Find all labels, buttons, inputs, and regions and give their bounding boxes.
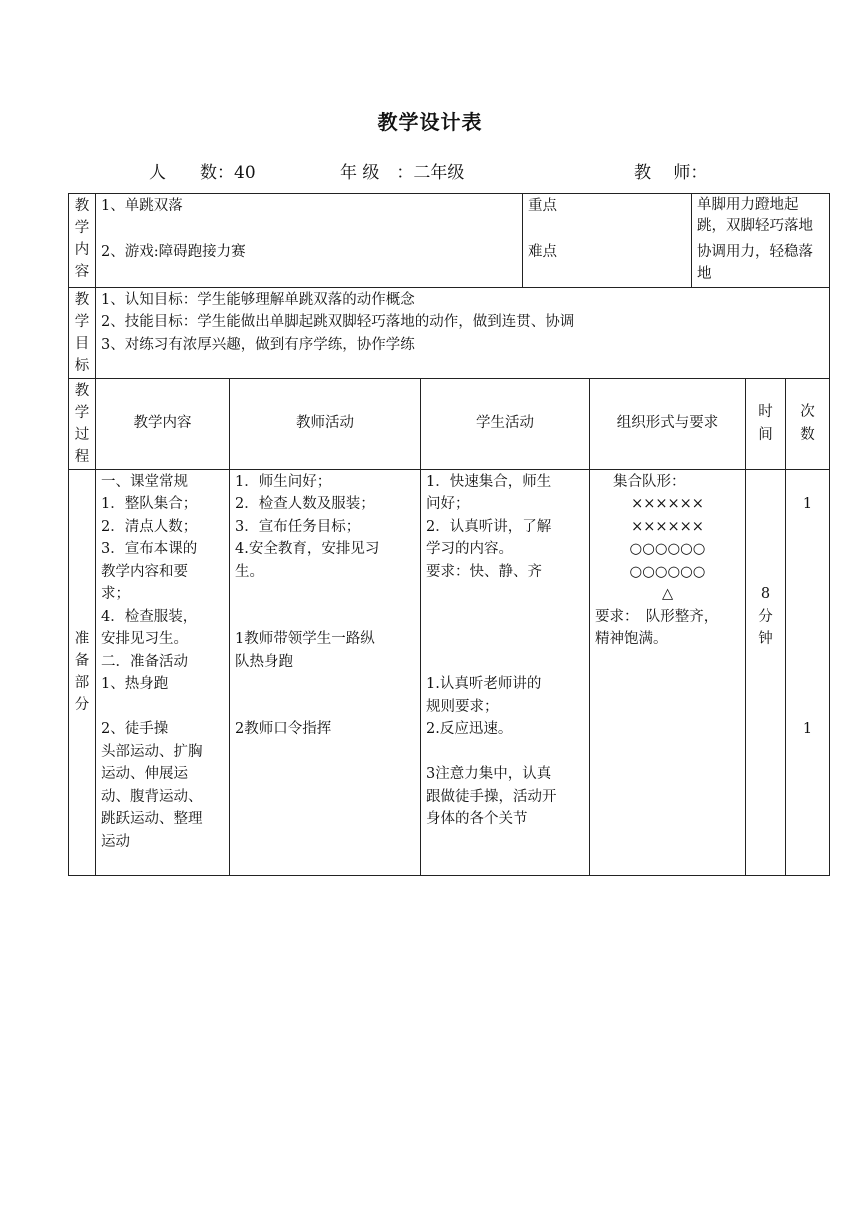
goals-section-label: 教 学 目 标 [69,287,96,378]
teacher-position-icon: △ [661,586,674,602]
header-time: 时 间 [746,378,786,469]
student-count: 人 数：40 [149,163,256,183]
content-item-2: 2、游戏:障碍跑接力赛 [96,240,523,288]
prep-content: 一、课堂常规 1．整队集合； 2．清点人数； 3．宣布本课的 教学内容和要 求； 4．检查服装， 安排见习生。 二．准备活动 1、热身跑 2、徒手操 头部运动、扩胸 运动、伸展运 动、腹背运动、 跳跃运动、整理 运动 [96,469,230,875]
prep-student-activity: 1．快速集合，师生 问好； 2．认真听讲，了解 学习的内容。 要求：快、静、齐 1.认真听老师讲的 规则要求； 2.反应迅速。 3注意力集中，认真 跟做徒手操，活动开 身体的各个关节 [421,469,590,875]
teacher-info: 教 师： [634,163,708,183]
header-student-activity: 学生活动 [421,378,590,469]
header-organization: 组织形式与要求 [590,378,746,469]
header-content: 教学内容 [96,378,230,469]
prep-section-label: 准 备 部 分 [69,469,96,875]
prep-organization [590,469,746,875]
content-section-label: 教 学 内 容 [69,194,96,288]
prep-count: 1 1 [786,469,830,875]
key-point-label: 重点 [523,194,692,240]
header-teacher-activity: 教师活动 [230,378,421,469]
goals-text [96,287,830,378]
goal-line: 1、认知目标：学生能够理解单跳双落的动作概念 [101,291,415,308]
formation-row: ×××××× [631,496,704,512]
goal-line: 3、对练习有浓厚兴趣，做到有序学练，协作学练 [101,336,415,353]
formation-requirement: 要求： 队形整齐， [595,608,719,625]
process-section-label: 教 学 过 程 [69,378,96,469]
key-point-text: 单脚用力蹬地起跳，双脚轻巧落地 [692,194,830,240]
formation-row: ×××××× [631,518,704,535]
formation-row: ○○○○○○ [629,563,706,580]
difficulty-label: 难点 [523,240,692,288]
difficulty-text: 协调用力，轻稳落地 [692,240,830,288]
formation-title: 集合队形： [613,473,686,490]
formation-requirement: 精神饱满。 [595,631,668,647]
lesson-plan-table [68,193,830,876]
header-count: 次 数 [786,378,830,469]
goal-line: 2、技能目标：学生能做出单脚起跳双脚轻巧落地的动作，做到连贯、协调 [101,314,575,330]
prep-time: 8 分 钟 [746,469,786,875]
prep-teacher-activity: 1．师生问好； 2．检查人数及服装； 3．宣布任务目标； 4.安全教育，安排见习 生。 1教师带领学生一路纵 队热身跑 2教师口令指挥 [230,469,421,875]
content-item-1: 1、单跳双落 [96,194,523,240]
formation-row: ○○○○○○ [629,541,706,557]
grade-info: 年 级 ：二年级 [340,163,465,183]
page-title: 教学设计表 [377,110,483,134]
